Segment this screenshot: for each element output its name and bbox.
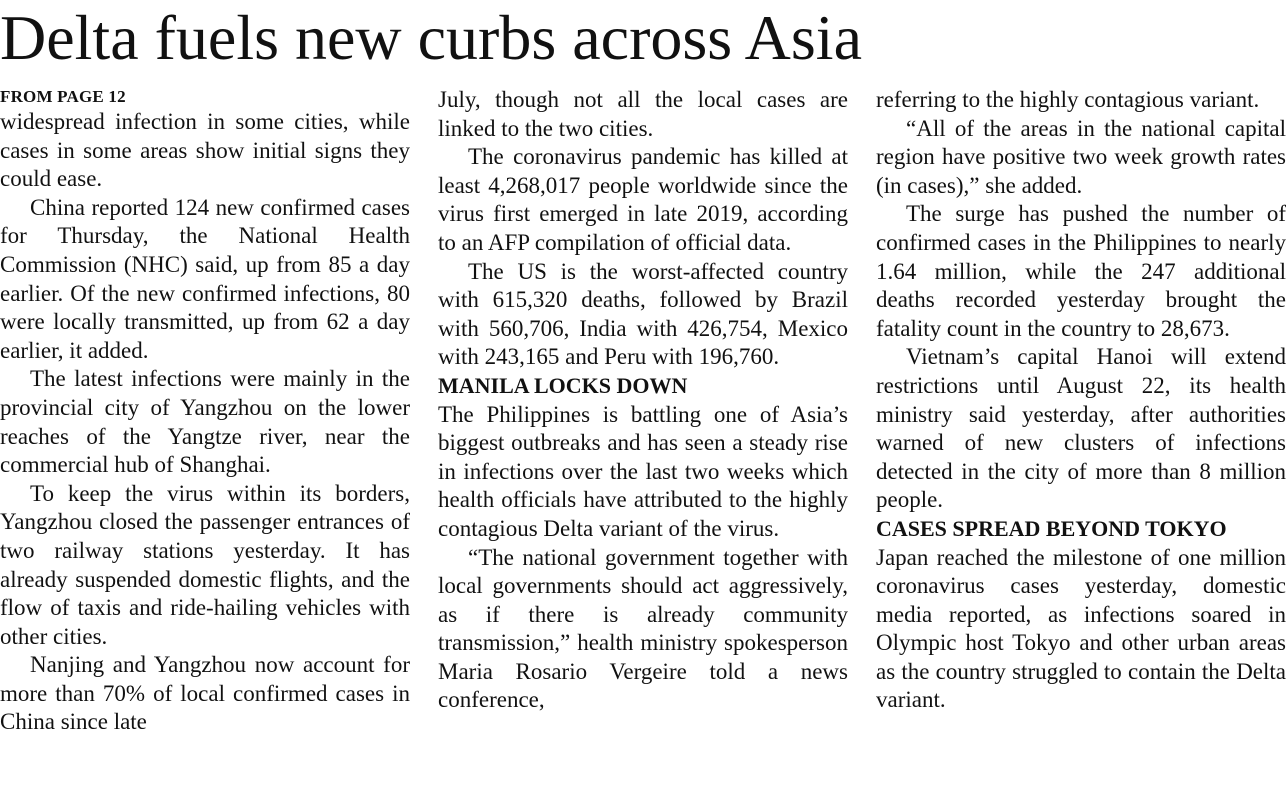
continued-from-label: FROM PAGE 12	[0, 87, 126, 106]
paragraph: Vietnam’s capital Hanoi will extend restrictions until August 22, its health ministry said yesterday, after authorities warned of new clusters of infections detected in the city of more than 8 million people.	[876, 344, 1286, 513]
paragraph: July, though not all the local cases are linked to the two cities.	[438, 87, 848, 141]
paragraph: Japan reached the milestone of one million coronavirus cases yesterday, domestic media reported, as infections soared in Olympic host Tokyo and other urban areas as the country struggled to contain the Delta variant.	[876, 544, 1286, 713]
paragraph: The US is the worst-affected country with 615,320 deaths, followed by Brazil with 560,706, India with 426,754, Mexico with 243,165 and Peru with 196,760.	[438, 258, 848, 370]
headline: Delta fuels new curbs across Asia	[0, 2, 862, 73]
paragraph: “The national government together with local governments should act aggressively, as if there is already community transmission,” health ministry spokesperson Maria Rosario Vergeire told a news conference,	[438, 544, 848, 713]
article-column-2	[438, 86, 848, 798]
subheading-manila: MANILA LOCKS DOWN	[438, 372, 688, 398]
paragraph: The Philippines is battling one of Asia’s biggest outbreaks and has seen a steady rise in infections over the last two weeks which health officials have attributed to the highly contagious Delta variant of the virus.	[438, 401, 848, 541]
paragraph: widespread infection in some cities, while cases in some areas show initial signs they could ease.	[0, 109, 410, 192]
paragraph: To keep the virus within its borders, Yangzhou closed the passenger entrances of two railway stations yesterday. It has already suspended domestic flights, and the flow of taxis and ride-hailing vehicles with other cities.	[0, 480, 410, 649]
paragraph: referring to the highly contagious variant.	[876, 87, 1260, 112]
paragraph: “All of the areas in the national capital region have positive two week growth rates (in cases),” she added.	[876, 115, 1286, 198]
article-column-1	[0, 86, 410, 798]
paragraph: Nanjing and Yangzhou now account for more than 70% of local confirmed cases in China since late	[0, 652, 410, 735]
paragraph: The latest infections were mainly in the provincial city of Yangzhou on the lower reaches of the Yangtze river, near the commercial hub of Shanghai.	[0, 366, 410, 478]
paragraph: The surge has pushed the number of confirmed cases in the Philippines to nearly 1.64 million, while the 247 additional deaths recorded yesterday brought the fatality count in the country to 28,673.	[876, 201, 1286, 341]
paragraph: China reported 124 new confirmed cases for Thursday, the National Health Commission (NHC) said, up from 85 a day earlier. Of the new confirmed infections, 80 were locally transmitted, up from 62 a day earlier, it added.	[0, 194, 410, 363]
article-column-3	[876, 86, 1286, 798]
subheading-tokyo: CASES SPREAD BEYOND TOKYO	[876, 515, 1227, 541]
paragraph: The coronavirus pandemic has killed at least 4,268,017 people worldwide since the virus first emerged in late 2019, according to an AFP compilation of official data.	[438, 144, 848, 255]
